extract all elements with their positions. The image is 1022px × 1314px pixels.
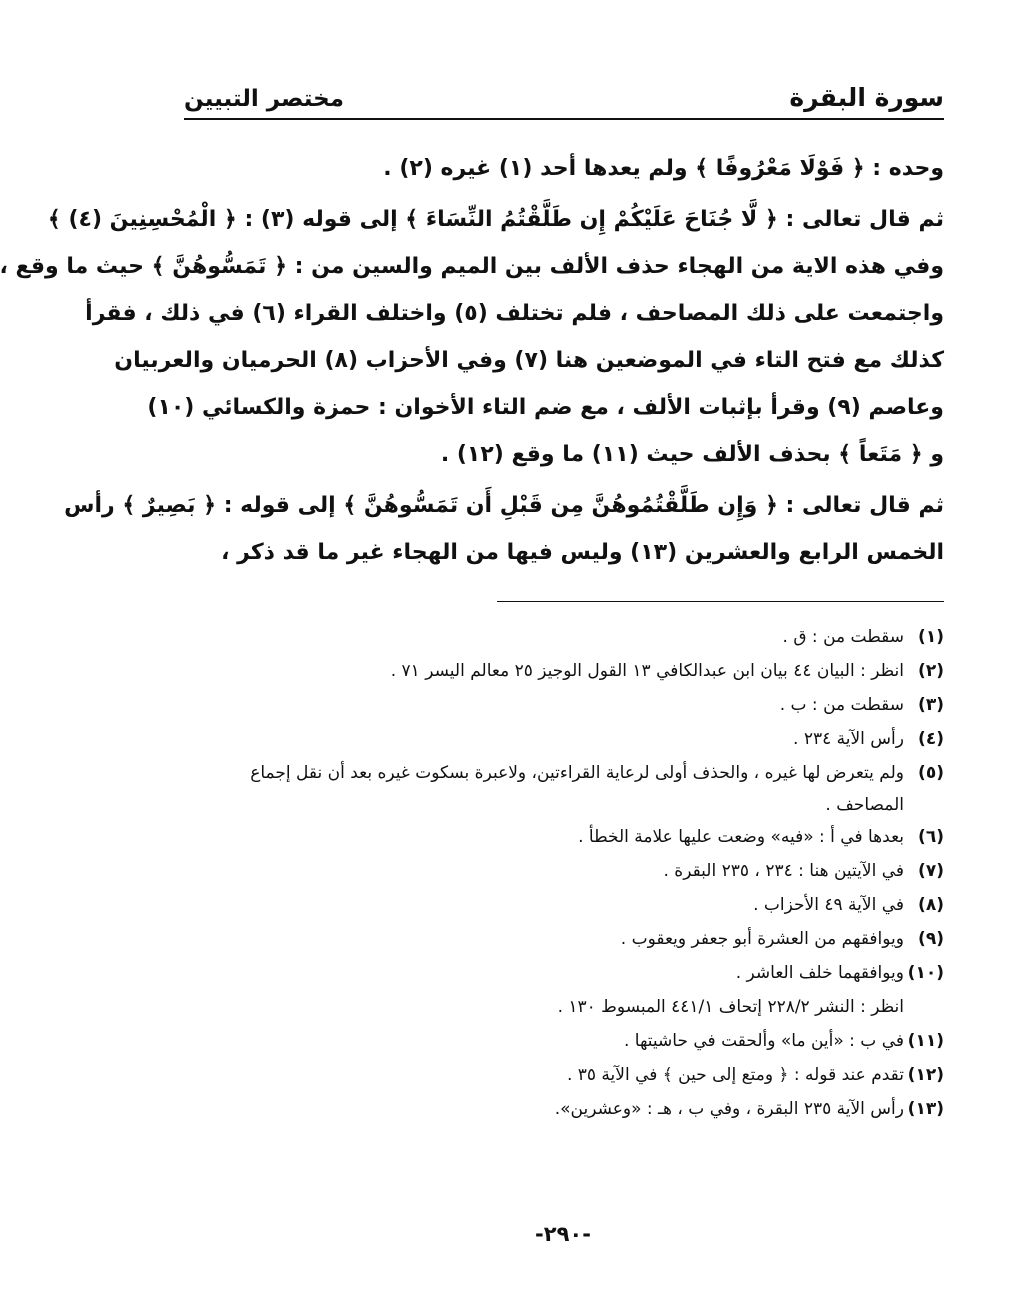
footnote-text-line: ولم يتعرض لها غيره ، والحذف أولى لرعاية القراءتين، ولاعبرة بسكوت غيره بعد أن نقل إجماع: [250, 763, 904, 783]
footnote-text: رأس الآية ٢٣٤ .: [793, 729, 904, 749]
footnote: [184, 756, 944, 820]
footnote-text: رأس الآية ٢٣٥ البقرة ، وفي ب ، هـ : «وعشرين».: [554, 1099, 904, 1119]
footnote: [184, 1058, 944, 1092]
footnote-number: (١١): [907, 1031, 944, 1051]
footnote-text-continuation: المصاحف .: [825, 795, 904, 815]
text-line: واجتمعت على ذلك المصاحف ، فلم تختلف (٥) واختلف القراء (٦) في ذلك ، فقرأ: [85, 301, 944, 326]
footnote: [184, 722, 944, 756]
footnote-text: سقطت من : ب .: [779, 695, 904, 715]
footnote-text: ويوافقهم من العشرة أبو جعفر ويعقوب .: [620, 929, 904, 949]
footnote: [184, 1092, 944, 1126]
footnote: [184, 820, 944, 854]
footnote-text: في الآيتين هنا : ٢٣٤ ، ٢٣٥ البقرة .: [663, 861, 904, 881]
footnote: [184, 888, 944, 922]
footnote: [184, 620, 944, 654]
footnote-number: (٧): [918, 861, 944, 881]
text-line: و ﴿ مَتَعاً ﴾ بحذف الألف حيث (١١) ما وقع (١٢) .: [440, 442, 944, 467]
footnote-number: (٢): [918, 661, 944, 681]
page-number: -٢٩٠-: [535, 1222, 591, 1246]
footnote-text: [184, 756, 904, 820]
footnote: [184, 956, 944, 990]
footnote-number: (٣): [918, 695, 944, 715]
text-line: الخمس الرابع والعشرين (١٣) وليس فيها من الهجاء غير ما قد ذكر ،: [221, 540, 944, 565]
footnote-number: (٦): [918, 827, 944, 847]
text-line: ثم قال تعالى : ﴿ وَإِن طَلَّقْتُمُوهُنَّ مِن قَبْلِ أَن تَمَسُّوهُنَّ ﴾ إلى قوله : ﴿ بَصِيرٌ ﴾ رأس: [64, 493, 944, 518]
footnotes: [184, 620, 944, 1126]
book-title: مختصر التبيين: [184, 86, 344, 112]
footnote-text: في الآية ٤٩ الأحزاب .: [753, 895, 904, 915]
text-line: وحده : ﴿ فَوْلَا مَعْرُوفًا ﴾ ولم يعدها أحد (١) غيره (٢) .: [383, 156, 944, 181]
footnote-reference: انظر : النشر ٢٢٨/٢ إتحاف ٤٤١/١ المبسوط ١٣٠ .: [557, 997, 904, 1017]
footnote-number: (١٠): [907, 963, 944, 983]
footnote-text: ويوافقهما خلف العاشر .: [735, 963, 904, 983]
footnote-text: انظر : البيان ٤٤ بيان ابن عبدالكافي ١٣ القول الوجيز ٢٥ معالم اليسر ٧١ .: [390, 661, 904, 681]
footnote: [184, 1024, 944, 1058]
footnote-number: (٩): [918, 929, 944, 949]
footnote-number: (٤): [918, 729, 944, 749]
footnote-text: بعدها في أ : «فيه» وضعت عليها علامة الخطأ .: [578, 827, 904, 847]
footnote: [184, 688, 944, 722]
footnote-number: (١٣): [907, 1099, 944, 1119]
footnote-text: تقدم عند قوله : ﴿ ومتع إلى حين ﴾ في الآية ٣٥ .: [566, 1065, 904, 1085]
footnote: [184, 654, 944, 688]
footnote-number: (١٢): [907, 1065, 944, 1085]
text-line: ثم قال تعالى : ﴿ لَّا جُنَاحَ عَلَيْكُمْ إِن طَلَّقْتُمُ النِّسَاءَ ﴾ إلى قوله (٣) : ﴿ الْمُحْسِنِينَ (٤) ﴾: [47, 207, 944, 232]
surah-title: سورة البقرة: [789, 83, 944, 112]
running-header: [184, 78, 944, 120]
footnote-number: (٥): [918, 763, 944, 783]
text-line: وفي هذه الاية من الهجاء حذف الألف بين الميم والسين من : ﴿ تَمَسُّوهُنَّ ﴾ حيث ما وقع ،: [0, 254, 944, 279]
footnote: [184, 922, 944, 956]
footnote-number: (١): [918, 627, 944, 647]
footnote-number: (٨): [918, 895, 944, 915]
footnote-text: سقطت من : ق .: [782, 627, 904, 647]
text-line: كذلك مع فتح التاء في الموضعين هنا (٧) وفي الأحزاب (٨) الحرميان والعربيان: [114, 348, 944, 373]
footnote-text: في ب : «أين ما» وألحقت في حاشيتها .: [623, 1031, 904, 1051]
footnote-separator: [497, 601, 944, 602]
main-text: [0, 145, 944, 576]
footnote: [184, 854, 944, 888]
text-line: وعاصم (٩) وقرأ بإثبات الألف ، مع ضم التاء الأخوان : حمزة والكسائي (١٠): [147, 395, 944, 420]
